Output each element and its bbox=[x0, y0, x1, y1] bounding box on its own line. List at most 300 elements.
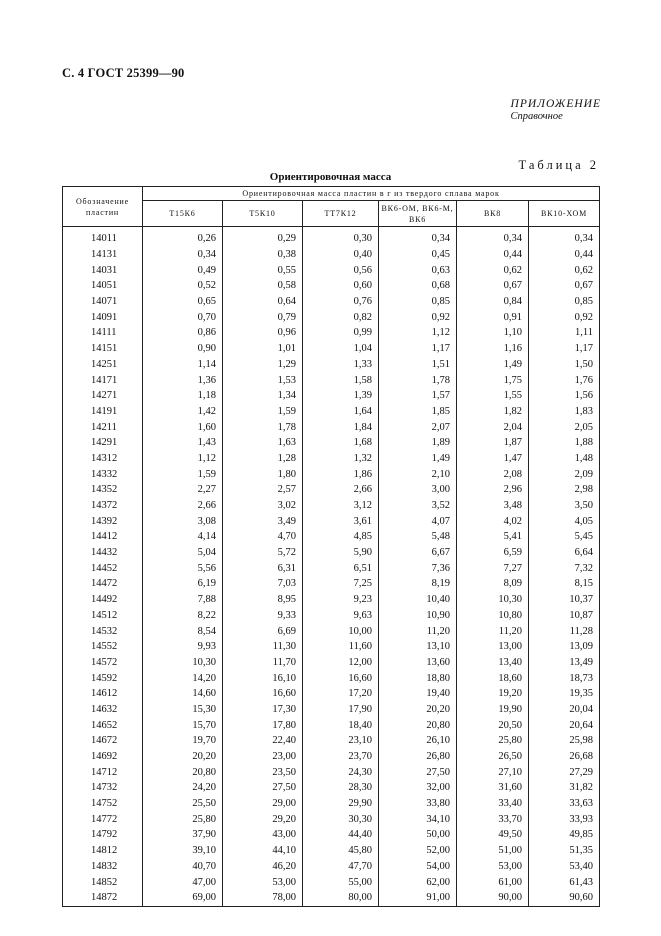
cell-mass: 10,00 bbox=[303, 623, 379, 639]
cell-mass: 1,64 bbox=[303, 404, 379, 420]
cell-mass: 1,57 bbox=[379, 388, 457, 404]
col-group-header: Ориентировочная масса пластин в г из твердого сплава марок bbox=[143, 187, 600, 201]
table-row bbox=[63, 764, 600, 780]
cell-mass: 1,48 bbox=[529, 451, 600, 467]
appendix-title: ПРИЛОЖЕНИЕ bbox=[510, 98, 601, 110]
cell-mass: 1,33 bbox=[303, 357, 379, 373]
col-header: Т5К10 bbox=[223, 201, 303, 227]
cell-designation: 14291 bbox=[63, 435, 143, 451]
cell-mass: 2,98 bbox=[529, 482, 600, 498]
cell-mass: 3,08 bbox=[143, 513, 223, 529]
table-caption: Ориентировочная масса bbox=[269, 171, 392, 183]
cell-designation: 14612 bbox=[63, 686, 143, 702]
cell-mass: 1,49 bbox=[379, 451, 457, 467]
col-header: ТТ7К12 bbox=[303, 201, 379, 227]
cell-mass: 1,42 bbox=[143, 404, 223, 420]
cell-mass: 3,12 bbox=[303, 498, 379, 514]
cell-mass: 20,80 bbox=[379, 717, 457, 733]
cell-mass: 33,80 bbox=[379, 796, 457, 812]
cell-mass: 8,09 bbox=[457, 576, 529, 592]
appendix-block bbox=[511, 98, 601, 122]
table-row bbox=[63, 686, 600, 702]
cell-mass: 1,59 bbox=[143, 466, 223, 482]
cell-mass: 4,07 bbox=[379, 513, 457, 529]
cell-mass: 1,29 bbox=[223, 357, 303, 373]
cell-designation: 14392 bbox=[63, 513, 143, 529]
cell-mass: 18,60 bbox=[457, 670, 529, 686]
cell-designation: 14151 bbox=[63, 341, 143, 357]
cell-mass: 6,51 bbox=[303, 560, 379, 576]
cell-mass: 17,90 bbox=[303, 702, 379, 718]
cell-mass: 8,22 bbox=[143, 608, 223, 624]
cell-mass: 9,63 bbox=[303, 608, 379, 624]
cell-designation: 14732 bbox=[63, 780, 143, 796]
table-row bbox=[63, 874, 600, 890]
cell-mass: 7,25 bbox=[303, 576, 379, 592]
cell-mass: 6,69 bbox=[223, 623, 303, 639]
cell-mass: 32,00 bbox=[379, 780, 457, 796]
cell-mass: 62,00 bbox=[379, 874, 457, 890]
cell-mass: 1,85 bbox=[379, 404, 457, 420]
cell-mass: 1,49 bbox=[457, 357, 529, 373]
cell-mass: 47,00 bbox=[143, 874, 223, 890]
table-row bbox=[63, 372, 600, 388]
cell-mass: 5,56 bbox=[143, 560, 223, 576]
table-row bbox=[63, 294, 600, 310]
cell-mass: 0,92 bbox=[529, 309, 600, 325]
cell-mass: 78,00 bbox=[223, 890, 303, 906]
cell-mass: 1,80 bbox=[223, 466, 303, 482]
cell-mass: 0,58 bbox=[223, 278, 303, 294]
cell-mass: 53,00 bbox=[457, 859, 529, 875]
cell-mass: 1,78 bbox=[379, 372, 457, 388]
cell-mass: 10,37 bbox=[529, 592, 600, 608]
cell-mass: 0,30 bbox=[303, 227, 379, 247]
cell-designation: 14832 bbox=[63, 859, 143, 875]
cell-mass: 1,51 bbox=[379, 357, 457, 373]
cell-mass: 53,00 bbox=[223, 874, 303, 890]
cell-mass: 3,49 bbox=[223, 513, 303, 529]
cell-mass: 2,04 bbox=[457, 419, 529, 435]
cell-mass: 0,86 bbox=[143, 325, 223, 341]
cell-mass: 45,80 bbox=[303, 843, 379, 859]
cell-designation: 14372 bbox=[63, 498, 143, 514]
table-row bbox=[63, 357, 600, 373]
cell-mass: 0,44 bbox=[529, 247, 600, 263]
table-row bbox=[63, 843, 600, 859]
cell-designation: 14512 bbox=[63, 608, 143, 624]
cell-mass: 0,70 bbox=[143, 309, 223, 325]
table-row bbox=[63, 655, 600, 671]
document-header: С. 4 ГОСТ 25399—90 bbox=[62, 66, 185, 80]
cell-mass: 11,20 bbox=[379, 623, 457, 639]
cell-mass: 0,90 bbox=[143, 341, 223, 357]
cell-designation: 14211 bbox=[63, 419, 143, 435]
cell-mass: 28,30 bbox=[303, 780, 379, 796]
cell-mass: 15,30 bbox=[143, 702, 223, 718]
cell-mass: 1,14 bbox=[143, 357, 223, 373]
table-row bbox=[63, 309, 600, 325]
cell-mass: 0,65 bbox=[143, 294, 223, 310]
cell-mass: 0,49 bbox=[143, 262, 223, 278]
table-row bbox=[63, 623, 600, 639]
cell-designation: 14352 bbox=[63, 482, 143, 498]
cell-mass: 49,50 bbox=[457, 827, 529, 843]
cell-designation: 14852 bbox=[63, 874, 143, 890]
cell-mass: 1,17 bbox=[379, 341, 457, 357]
cell-mass: 5,45 bbox=[529, 529, 600, 545]
cell-mass: 49,85 bbox=[529, 827, 600, 843]
cell-mass: 1,75 bbox=[457, 372, 529, 388]
cell-mass: 1,78 bbox=[223, 419, 303, 435]
cell-mass: 1,01 bbox=[223, 341, 303, 357]
cell-designation: 14251 bbox=[63, 357, 143, 373]
cell-designation: 14632 bbox=[63, 702, 143, 718]
cell-mass: 0,91 bbox=[457, 309, 529, 325]
table-row bbox=[63, 498, 600, 514]
cell-mass: 13,60 bbox=[379, 655, 457, 671]
table-row bbox=[63, 827, 600, 843]
table-row bbox=[63, 749, 600, 765]
cell-mass: 51,00 bbox=[457, 843, 529, 859]
cell-mass: 10,40 bbox=[379, 592, 457, 608]
cell-mass: 20,20 bbox=[379, 702, 457, 718]
cell-designation: 14312 bbox=[63, 451, 143, 467]
cell-mass: 25,80 bbox=[143, 811, 223, 827]
cell-mass: 1,59 bbox=[223, 404, 303, 420]
cell-mass: 1,47 bbox=[457, 451, 529, 467]
cell-designation: 14872 bbox=[63, 890, 143, 906]
cell-mass: 7,32 bbox=[529, 560, 600, 576]
cell-mass: 7,36 bbox=[379, 560, 457, 576]
cell-mass: 1,88 bbox=[529, 435, 600, 451]
mass-table bbox=[62, 186, 600, 907]
table-row bbox=[63, 733, 600, 749]
cell-mass: 33,63 bbox=[529, 796, 600, 812]
cell-designation: 14652 bbox=[63, 717, 143, 733]
cell-mass: 31,82 bbox=[529, 780, 600, 796]
cell-mass: 20,64 bbox=[529, 717, 600, 733]
cell-mass: 44,40 bbox=[303, 827, 379, 843]
table-row bbox=[63, 262, 600, 278]
cell-mass: 6,19 bbox=[143, 576, 223, 592]
cell-mass: 40,70 bbox=[143, 859, 223, 875]
cell-mass: 0,44 bbox=[457, 247, 529, 263]
cell-mass: 7,27 bbox=[457, 560, 529, 576]
cell-mass: 2,07 bbox=[379, 419, 457, 435]
cell-mass: 11,28 bbox=[529, 623, 600, 639]
cell-mass: 0,82 bbox=[303, 309, 379, 325]
cell-mass: 1,34 bbox=[223, 388, 303, 404]
cell-designation: 14492 bbox=[63, 592, 143, 608]
cell-mass: 0,34 bbox=[379, 227, 457, 247]
cell-mass: 27,10 bbox=[457, 764, 529, 780]
cell-mass: 0,52 bbox=[143, 278, 223, 294]
cell-mass: 0,40 bbox=[303, 247, 379, 263]
cell-mass: 0,76 bbox=[303, 294, 379, 310]
cell-designation: 14552 bbox=[63, 639, 143, 655]
cell-mass: 27,50 bbox=[379, 764, 457, 780]
table-row bbox=[63, 325, 600, 341]
cell-mass: 80,00 bbox=[303, 890, 379, 906]
cell-mass: 26,68 bbox=[529, 749, 600, 765]
cell-mass: 47,70 bbox=[303, 859, 379, 875]
cell-mass: 7,88 bbox=[143, 592, 223, 608]
cell-mass: 1,50 bbox=[529, 357, 600, 373]
cell-mass: 61,43 bbox=[529, 874, 600, 890]
cell-designation: 14071 bbox=[63, 294, 143, 310]
cell-mass: 3,00 bbox=[379, 482, 457, 498]
cell-mass: 8,19 bbox=[379, 576, 457, 592]
cell-mass: 10,87 bbox=[529, 608, 600, 624]
cell-mass: 19,35 bbox=[529, 686, 600, 702]
cell-mass: 33,70 bbox=[457, 811, 529, 827]
cell-mass: 4,05 bbox=[529, 513, 600, 529]
cell-mass: 16,60 bbox=[303, 670, 379, 686]
cell-mass: 0,62 bbox=[529, 262, 600, 278]
cell-mass: 19,90 bbox=[457, 702, 529, 718]
cell-mass: 1,87 bbox=[457, 435, 529, 451]
cell-designation: 14171 bbox=[63, 372, 143, 388]
cell-mass: 17,80 bbox=[223, 717, 303, 733]
cell-mass: 17,20 bbox=[303, 686, 379, 702]
cell-mass: 39,10 bbox=[143, 843, 223, 859]
cell-mass: 6,64 bbox=[529, 545, 600, 561]
cell-mass: 0,55 bbox=[223, 262, 303, 278]
cell-designation: 14131 bbox=[63, 247, 143, 263]
cell-mass: 8,15 bbox=[529, 576, 600, 592]
cell-mass: 3,48 bbox=[457, 498, 529, 514]
cell-mass: 4,14 bbox=[143, 529, 223, 545]
cell-mass: 31,60 bbox=[457, 780, 529, 796]
cell-mass: 33,40 bbox=[457, 796, 529, 812]
cell-mass: 0,29 bbox=[223, 227, 303, 247]
col-header: Т15К6 bbox=[143, 201, 223, 227]
cell-mass: 51,35 bbox=[529, 843, 600, 859]
cell-mass: 90,00 bbox=[457, 890, 529, 906]
cell-designation: 14011 bbox=[63, 227, 143, 247]
cell-mass: 17,30 bbox=[223, 702, 303, 718]
cell-mass: 3,50 bbox=[529, 498, 600, 514]
cell-mass: 44,10 bbox=[223, 843, 303, 859]
table-row bbox=[63, 576, 600, 592]
cell-designation: 14572 bbox=[63, 655, 143, 671]
cell-mass: 29,90 bbox=[303, 796, 379, 812]
cell-mass: 37,90 bbox=[143, 827, 223, 843]
cell-mass: 69,00 bbox=[143, 890, 223, 906]
cell-designation: 14472 bbox=[63, 576, 143, 592]
cell-mass: 0,67 bbox=[457, 278, 529, 294]
cell-mass: 1,04 bbox=[303, 341, 379, 357]
cell-mass: 19,20 bbox=[457, 686, 529, 702]
table-row bbox=[63, 388, 600, 404]
cell-designation: 14692 bbox=[63, 749, 143, 765]
cell-mass: 5,72 bbox=[223, 545, 303, 561]
appendix-subtitle: Справочное bbox=[510, 111, 563, 122]
cell-mass: 3,61 bbox=[303, 513, 379, 529]
cell-mass: 10,30 bbox=[457, 592, 529, 608]
cell-mass: 23,70 bbox=[303, 749, 379, 765]
cell-mass: 0,92 bbox=[379, 309, 457, 325]
cell-mass: 25,98 bbox=[529, 733, 600, 749]
col-header-designation: Обозначение пластин bbox=[63, 187, 143, 227]
cell-mass: 26,10 bbox=[379, 733, 457, 749]
cell-mass: 34,10 bbox=[379, 811, 457, 827]
table-row bbox=[63, 560, 600, 576]
cell-mass: 0,63 bbox=[379, 262, 457, 278]
cell-mass: 2,66 bbox=[303, 482, 379, 498]
cell-mass: 1,17 bbox=[529, 341, 600, 357]
cell-mass: 15,70 bbox=[143, 717, 223, 733]
cell-mass: 14,20 bbox=[143, 670, 223, 686]
col-header: ВК8 bbox=[457, 201, 529, 227]
cell-mass: 0,56 bbox=[303, 262, 379, 278]
cell-mass: 61,00 bbox=[457, 874, 529, 890]
cell-mass: 1,32 bbox=[303, 451, 379, 467]
table-row bbox=[63, 466, 600, 482]
cell-mass: 0,67 bbox=[529, 278, 600, 294]
cell-mass: 1,58 bbox=[303, 372, 379, 388]
cell-mass: 18,73 bbox=[529, 670, 600, 686]
cell-mass: 2,57 bbox=[223, 482, 303, 498]
cell-mass: 50,00 bbox=[379, 827, 457, 843]
cell-mass: 1,63 bbox=[223, 435, 303, 451]
cell-mass: 9,33 bbox=[223, 608, 303, 624]
table-row bbox=[63, 890, 600, 906]
cell-mass: 90,60 bbox=[529, 890, 600, 906]
cell-mass: 5,41 bbox=[457, 529, 529, 545]
table-row bbox=[63, 435, 600, 451]
cell-mass: 0,96 bbox=[223, 325, 303, 341]
cell-mass: 1,84 bbox=[303, 419, 379, 435]
table-number: Таблица 2 bbox=[518, 158, 599, 172]
cell-designation: 14712 bbox=[63, 764, 143, 780]
cell-mass: 1,68 bbox=[303, 435, 379, 451]
cell-mass: 5,04 bbox=[143, 545, 223, 561]
cell-designation: 14412 bbox=[63, 529, 143, 545]
cell-mass: 20,80 bbox=[143, 764, 223, 780]
cell-mass: 25,50 bbox=[143, 796, 223, 812]
table-row bbox=[63, 247, 600, 263]
cell-mass: 6,67 bbox=[379, 545, 457, 561]
cell-mass: 22,40 bbox=[223, 733, 303, 749]
cell-mass: 1,55 bbox=[457, 388, 529, 404]
cell-mass: 4,70 bbox=[223, 529, 303, 545]
cell-mass: 2,10 bbox=[379, 466, 457, 482]
cell-designation: 14752 bbox=[63, 796, 143, 812]
cell-designation: 14271 bbox=[63, 388, 143, 404]
cell-mass: 0,62 bbox=[457, 262, 529, 278]
cell-mass: 2,05 bbox=[529, 419, 600, 435]
cell-mass: 3,52 bbox=[379, 498, 457, 514]
cell-mass: 3,02 bbox=[223, 498, 303, 514]
cell-mass: 1,18 bbox=[143, 388, 223, 404]
cell-mass: 54,00 bbox=[379, 859, 457, 875]
cell-mass: 10,90 bbox=[379, 608, 457, 624]
cell-mass: 1,36 bbox=[143, 372, 223, 388]
cell-mass: 4,85 bbox=[303, 529, 379, 545]
table-row bbox=[63, 702, 600, 718]
cell-mass: 26,50 bbox=[457, 749, 529, 765]
cell-mass: 4,02 bbox=[457, 513, 529, 529]
cell-mass: 1,11 bbox=[529, 325, 600, 341]
cell-mass: 11,30 bbox=[223, 639, 303, 655]
cell-mass: 29,20 bbox=[223, 811, 303, 827]
cell-designation: 14592 bbox=[63, 670, 143, 686]
cell-mass: 1,53 bbox=[223, 372, 303, 388]
cell-mass: 0,34 bbox=[143, 247, 223, 263]
cell-mass: 0,85 bbox=[379, 294, 457, 310]
cell-mass: 0,60 bbox=[303, 278, 379, 294]
cell-mass: 9,23 bbox=[303, 592, 379, 608]
cell-mass: 1,60 bbox=[143, 419, 223, 435]
cell-mass: 2,27 bbox=[143, 482, 223, 498]
cell-mass: 0,64 bbox=[223, 294, 303, 310]
cell-mass: 9,93 bbox=[143, 639, 223, 655]
cell-mass: 33,93 bbox=[529, 811, 600, 827]
table-row bbox=[63, 513, 600, 529]
cell-designation: 14452 bbox=[63, 560, 143, 576]
cell-mass: 10,80 bbox=[457, 608, 529, 624]
cell-mass: 7,03 bbox=[223, 576, 303, 592]
cell-mass: 13,49 bbox=[529, 655, 600, 671]
cell-mass: 18,80 bbox=[379, 670, 457, 686]
cell-mass: 0,34 bbox=[457, 227, 529, 247]
cell-mass: 26,80 bbox=[379, 749, 457, 765]
cell-mass: 53,40 bbox=[529, 859, 600, 875]
cell-designation: 14432 bbox=[63, 545, 143, 561]
cell-mass: 2,66 bbox=[143, 498, 223, 514]
table-row bbox=[63, 796, 600, 812]
cell-designation: 14332 bbox=[63, 466, 143, 482]
col-header: ВК10-ХОМ bbox=[529, 201, 600, 227]
table-row bbox=[63, 341, 600, 357]
table-row bbox=[63, 404, 600, 420]
cell-mass: 23,10 bbox=[303, 733, 379, 749]
cell-mass: 0,79 bbox=[223, 309, 303, 325]
cell-designation: 14672 bbox=[63, 733, 143, 749]
cell-mass: 52,00 bbox=[379, 843, 457, 859]
cell-mass: 1,76 bbox=[529, 372, 600, 388]
table-row bbox=[63, 608, 600, 624]
cell-mass: 8,95 bbox=[223, 592, 303, 608]
cell-mass: 10,30 bbox=[143, 655, 223, 671]
cell-mass: 20,20 bbox=[143, 749, 223, 765]
cell-mass: 55,00 bbox=[303, 874, 379, 890]
cell-mass: 1,43 bbox=[143, 435, 223, 451]
cell-mass: 46,20 bbox=[223, 859, 303, 875]
cell-mass: 24,20 bbox=[143, 780, 223, 796]
cell-mass: 29,00 bbox=[223, 796, 303, 812]
cell-mass: 1,82 bbox=[457, 404, 529, 420]
col-header: ВК6-ОМ, ВК6-М, ВК6 bbox=[379, 201, 457, 227]
cell-mass: 1,86 bbox=[303, 466, 379, 482]
cell-designation: 14532 bbox=[63, 623, 143, 639]
cell-mass: 6,59 bbox=[457, 545, 529, 561]
table-row bbox=[63, 811, 600, 827]
cell-mass: 0,38 bbox=[223, 247, 303, 263]
cell-mass: 25,80 bbox=[457, 733, 529, 749]
cell-designation: 14812 bbox=[63, 843, 143, 859]
cell-mass: 1,10 bbox=[457, 325, 529, 341]
cell-mass: 16,10 bbox=[223, 670, 303, 686]
cell-mass: 5,90 bbox=[303, 545, 379, 561]
cell-mass: 1,12 bbox=[143, 451, 223, 467]
cell-mass: 12,00 bbox=[303, 655, 379, 671]
cell-mass: 23,00 bbox=[223, 749, 303, 765]
cell-mass: 16,60 bbox=[223, 686, 303, 702]
cell-mass: 11,70 bbox=[223, 655, 303, 671]
